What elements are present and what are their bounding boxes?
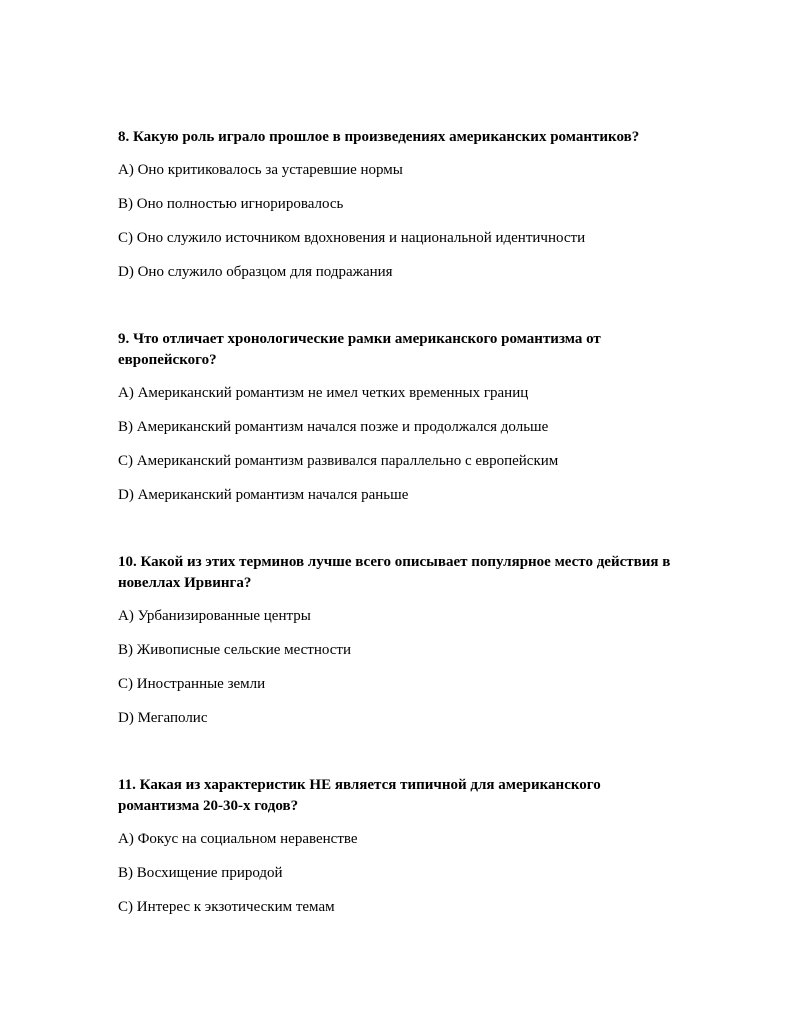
answer-option-a: A) Урбанизированные центры: [118, 608, 311, 624]
answer-option-b: B) Оно полностью игнорировалось: [118, 196, 344, 212]
question-spacer: [118, 519, 678, 552]
answer-option-c: C) Оно служило источником вдохновения и национальной идентичности: [118, 230, 586, 246]
answer-option-d: D) Американский романтизм начался раньше: [118, 487, 409, 503]
question-9: [118, 329, 678, 506]
answer-option-c: C) Интерес к экзотическим темам: [118, 899, 335, 915]
answer-option-a: A) Американский романтизм не имел четких временных границ: [118, 385, 529, 401]
answer-option-a: A) Фокус на социальном неравенстве: [118, 831, 358, 847]
answer-option-b: B) Живописные сельские местности: [118, 642, 352, 658]
answer-option-d: D) Оно служило образцом для подражания: [118, 264, 393, 280]
answer-option-b: B) Восхищение природой: [118, 865, 283, 881]
question-10: [118, 552, 678, 729]
answer-option-a: A) Оно критиковалось за устаревшие нормы: [118, 162, 403, 178]
question-title: 8. Какую роль играло прошлое в произведениях американских романтиков?: [118, 129, 640, 145]
answer-option-c: C) Иностранные земли: [118, 676, 266, 692]
answer-option-d: D) Мегаполис: [118, 710, 208, 726]
question-title: 10. Какой из этих терминов лучше всего описывает популярное место действия в новеллах Ирвинга?: [118, 554, 671, 591]
question-title: 9. Что отличает хронологические рамки американского романтизма от европейского?: [118, 331, 601, 368]
answer-option-c: C) Американский романтизм развивался параллельно с европейским: [118, 453, 559, 469]
answer-option-b: B) Американский романтизм начался позже и продолжался дольше: [118, 419, 549, 435]
question-8: [118, 127, 678, 283]
question-title: 11. Какая из характеристик НЕ является типичной для американского романтизма 20-30-х годов?: [118, 777, 601, 814]
question-spacer: [118, 296, 678, 329]
question-11: [118, 775, 678, 918]
question-spacer: [118, 742, 678, 775]
document-page: [118, 127, 678, 931]
